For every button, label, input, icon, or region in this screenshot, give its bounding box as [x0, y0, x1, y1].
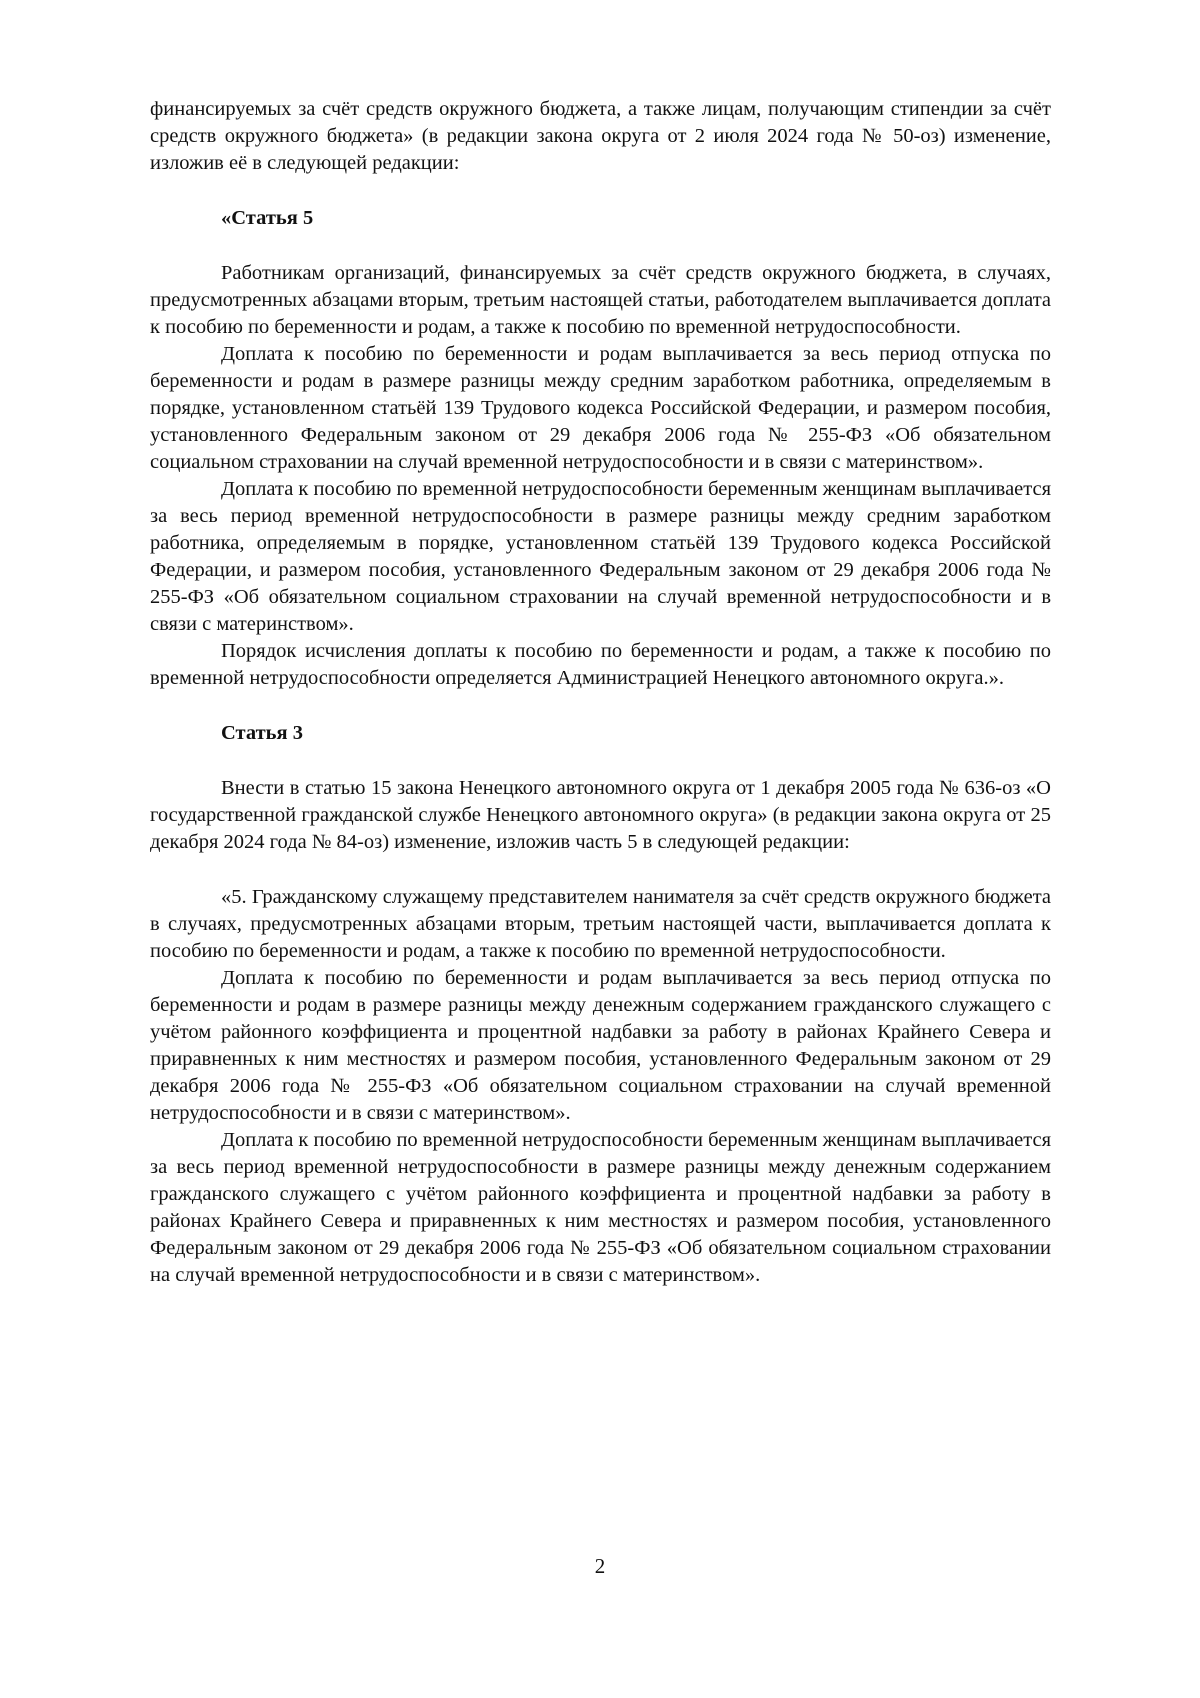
article-3-intro: Внести в статью 15 закона Ненецкого автономного округа от 1 декабря 2005 года № 636-оз «О государственной гражданской службе Ненецкого автономного округа» (в редакции закона округа от 25 декабря 2024 года № 84-оз) изменение, изложив часть 5 в следующей редакции: — [150, 777, 1051, 853]
article-5-heading: «Статья 5 — [221, 207, 314, 229]
part-5-paragraph-2: Доплата к пособию по беременности и родам выплачивается за весь период отпуска по беременности и родам в размере разницы между денежным содержанием гражданского служащего с учётом районного коэффициента и процентной надбавки за работу в районах Крайнего Севера и приравненных к ним местностях и размером пособия, установленного Федеральным законом от 29 декабря 2006 года № 255-ФЗ «Об обязательном социальном страховании на случай временной нетрудоспособности и в связи с материнством». — [150, 967, 1051, 1124]
page-number: 2 — [594, 1554, 606, 1578]
document-body — [150, 96, 1051, 1289]
part-5-paragraph-3: Доплата к пособию по временной нетрудоспособности беременным женщинам выплачивается за весь период временной нетрудоспособности в размере разницы между денежным содержанием гражданского служащего с учётом районного коэффициента и процентной надбавки за работу в районах Крайнего Севера и приравненных к ним местностях и размером пособия, установленного Федеральным законом от 29 декабря 2006 года № 255-ФЗ «Об обязательном социальном страховании на случай временной нетрудоспособности и в связи с материнством». — [150, 1129, 1052, 1286]
intro-paragraph: финансируемых за счёт средств окружного бюджета, а также лицам, получающим стипендии за счёт средств окружного бюджета» (в редакции закона округа от 2 июля 2024 года № 50-оз) изменение, изложив её в следующей редакции: — [150, 98, 1051, 174]
article-3-heading: Статья 3 — [221, 722, 303, 744]
part-5-paragraph-1: «5. Гражданскому служащему представителем нанимателя за счёт средств окружного бюджета в случаях, предусмотренных абзацами вторым, третьим настоящей части, выплачивается доплата к пособию по беременности и родам, а также к пособию по временной нетрудоспособности. — [150, 886, 1051, 962]
article-5-paragraph-1: Работникам организаций, финансируемых за счёт средств окружного бюджета, в случаях, предусмотренных абзацами вторым, третьим настоящей статьи, работодателем выплачивается доплата к пособию по беременности и родам, а также к пособию по временной нетрудоспособности. — [150, 262, 1051, 338]
article-5-paragraph-3: Доплата к пособию по временной нетрудоспособности беременным женщинам выплачивается за весь период временной нетрудоспособности в размере разницы между средним заработком работника, определяемым в порядке, установленном статьёй 139 Трудового кодекса Российской Федерации, и размером пособия, установленного Федеральным законом от 29 декабря 2006 года № 255-ФЗ «Об обязательном социальном страховании на случай временной нетрудоспособности и в связи с материнством». — [150, 478, 1052, 635]
article-5-paragraph-2: Доплата к пособию по беременности и родам выплачивается за весь период отпуска по беременности и родам в размере разницы между средним заработком работника, определяемым в порядке, установленном статьёй 139 Трудового кодекса Российской Федерации, и размером пособия, установленного Федеральным законом от 29 декабря 2006 года № 255-ФЗ «Об обязательном социальном страховании на случай временной нетрудоспособности и в связи с материнством». — [150, 343, 1051, 473]
article-5-paragraph-4: Порядок исчисления доплаты к пособию по беременности и родам, а также к пособию по временной нетрудоспособности определяется Администрацией Ненецкого автономного округа.». — [150, 640, 1051, 689]
